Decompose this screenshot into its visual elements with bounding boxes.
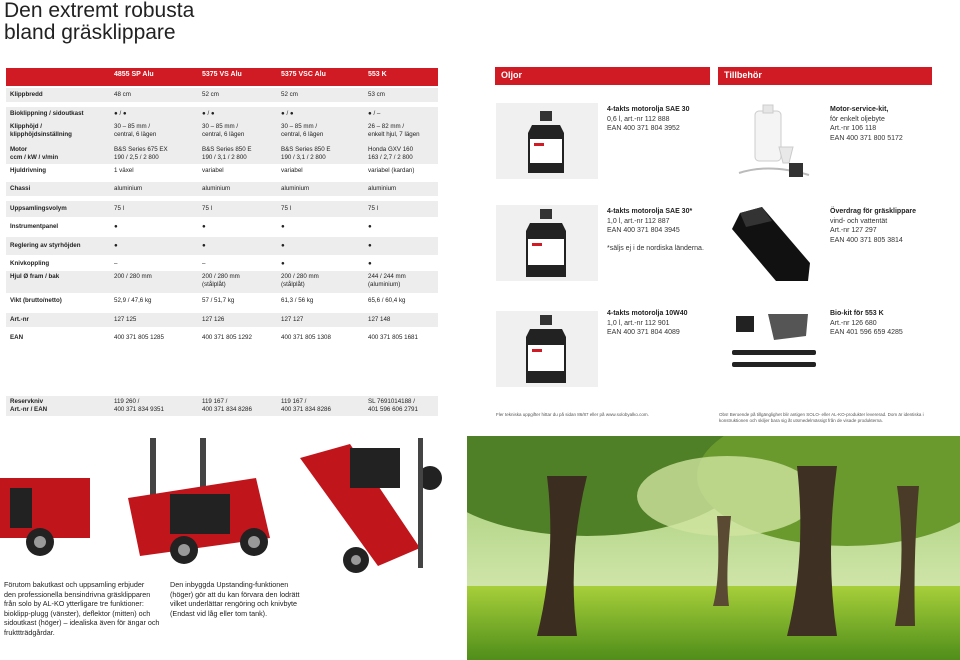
spec-value: – [202, 260, 206, 267]
spec-value: 30 – 85 mm / [114, 123, 151, 130]
caption-line: från solo by AL-KO ytterligare tre funktioner: [4, 599, 144, 608]
spec-value: 401 596 606 2791 [368, 406, 418, 413]
spec-value: 75 l [281, 205, 291, 212]
spec-row [6, 217, 438, 237]
product-oil-sae30-small [607, 105, 712, 134]
spec-value: Honda GXV 160 [368, 146, 414, 153]
oil-bottle-icon [496, 103, 598, 179]
oil-bottle-image [496, 205, 598, 281]
spec-label: Hjul Ø fram / bak [10, 273, 60, 280]
spec-label: EAN [10, 334, 24, 341]
spec-value: 190 / 2,5 / 2 800 [114, 154, 159, 161]
spec-row [6, 164, 438, 178]
model-4: 553 K [368, 71, 387, 78]
spec-value: aluminium [368, 185, 397, 192]
spec-value: central, 6 lägen [202, 131, 245, 138]
spec-value: ● [281, 260, 285, 267]
caption-line: sidoutkast (höger) – idealiska även för ängar och [4, 618, 160, 627]
spec-value: B&S Series 675 EX [114, 146, 168, 153]
spec-row [6, 396, 438, 416]
spec-value: 75 l [114, 205, 124, 212]
caption-line: Den inbyggda Upstanding-funktionen [170, 580, 289, 589]
product-line: EAN 400 371 805 3814 [830, 236, 903, 244]
spec-value: 52 cm [281, 91, 298, 98]
product-line: 0,6 l, art.-nr 112 888 [607, 115, 670, 123]
spec-value: ● [281, 223, 285, 230]
product-line: Art.-nr 126 680 [830, 319, 877, 327]
page-title [4, 0, 194, 44]
spec-value: 163 / 2,7 / 2 800 [368, 154, 413, 161]
caption-line: vilket underlättar rengöring och knivbyte [170, 599, 298, 608]
product-name: 4-takts motorolja SAE 30 [607, 106, 690, 113]
spec-row [6, 294, 438, 308]
spec-value: 127 126 [202, 316, 225, 323]
spec-label: Motor [10, 146, 28, 153]
product-oil-sae30-large [607, 207, 717, 253]
product-name: 4-takts motorolja 10W40 [607, 310, 688, 317]
spec-label: Bioklippning / sidoutkast [10, 110, 84, 117]
spec-label: Art.-nr / EAN [10, 406, 48, 413]
spec-row [6, 88, 438, 102]
spec-value: 190 / 3,1 / 2 800 [202, 154, 247, 161]
spec-value: – [114, 260, 118, 267]
mower-illustrations [0, 438, 460, 574]
spec-value: 200 / 280 mm [202, 273, 240, 280]
spec-value: ● [281, 242, 285, 249]
spec-value: ● [114, 242, 118, 249]
spec-value: (stålplåt) [281, 281, 305, 288]
spec-label: ccm / kW / v/min [10, 154, 59, 161]
spec-value: 400 371 805 1292 [202, 334, 252, 341]
spec-value: ● [202, 242, 206, 249]
spec-value: ● / – [368, 110, 381, 117]
model-3: 5375 VSC Alu [281, 71, 326, 78]
spec-label: klipphöjdsinställning [10, 131, 72, 138]
product-name: Bio-kit för 553 K [830, 310, 884, 317]
spec-value: 400 371 834 9351 [114, 406, 164, 413]
spec-label: Art.-nr [10, 316, 29, 323]
spec-value: 52,9 / 47,6 kg [114, 297, 152, 304]
product-name: 4-takts motorolja SAE 30* [607, 208, 693, 215]
spec-value: (stålplåt) [202, 281, 226, 288]
caption-line: frukttträdgårdar. [4, 627, 55, 637]
spec-value: central, 6 lägen [114, 131, 157, 138]
spec-value: 400 371 805 1308 [281, 334, 331, 341]
spec-value: 127 148 [368, 316, 391, 323]
spec-value: variabel (kardan) [368, 167, 415, 174]
spec-label: Knivkoppling [10, 260, 50, 267]
spec-value: 65,6 / 60,4 kg [368, 297, 406, 304]
spec-value: enkelt hjul, 7 lägen [368, 131, 420, 138]
service-kit-icon [719, 103, 819, 183]
spec-value: B&S Series 850 E [202, 146, 252, 153]
spec-value: central, 6 lägen [281, 131, 324, 138]
spec-row [6, 121, 438, 144]
spec-row [6, 144, 438, 164]
spec-value: ● [368, 223, 372, 230]
spec-value: 400 371 834 8286 [281, 406, 331, 413]
oil-bottle-image [496, 311, 598, 387]
spec-value: SL 7691014188 / [368, 398, 415, 405]
product-line: Art.-nr 106 118 [830, 125, 877, 132]
spec-value: 61,3 / 56 kg [281, 297, 314, 304]
model-2: 5375 VS Alu [202, 71, 242, 78]
spec-row [6, 271, 438, 293]
spec-value: ● / ● [114, 110, 127, 117]
product-line: EAN 401 596 659 4285 [830, 329, 903, 336]
spec-value: 53 cm [368, 91, 385, 98]
title-line-1: Den extremt robusta [4, 0, 195, 22]
title-line-2: bland gräsklippare [4, 21, 176, 44]
caption-upstanding [170, 580, 320, 618]
spec-value: 48 cm [114, 91, 131, 98]
spec-row [6, 182, 438, 196]
spec-row [6, 331, 438, 345]
spec-value: ● [368, 242, 372, 249]
spec-value: 127 125 [114, 316, 137, 323]
caption-line: (höger) gör att du kan förvara den lodrätt [170, 589, 300, 599]
spec-value: 400 371 834 8286 [202, 406, 252, 413]
product-name: Överdrag för gräsklippare [830, 208, 916, 215]
spec-value: 30 – 85 mm / [281, 123, 318, 130]
garden-trees-icon [467, 436, 960, 660]
product-line: 1,0 l, art.-nr 112 901 [607, 319, 670, 327]
product-bio-kit [830, 309, 940, 338]
tillbehor-header: Tillbehör [718, 67, 932, 85]
product-line: EAN 400 371 804 3952 [607, 125, 680, 132]
spec-value: 400 371 805 1681 [368, 334, 418, 341]
product-line: 1,0 l, art.-nr 112 887 [607, 217, 670, 225]
bio-kit-icon [728, 310, 820, 374]
spec-value: 119 167 / [281, 398, 307, 405]
product-mower-cover [830, 207, 940, 245]
mower-cover-icon [722, 205, 818, 283]
spec-value: ● / ● [202, 110, 215, 117]
product-oil-10w40 [607, 309, 717, 338]
garden-photo [467, 436, 960, 660]
oil-bottle-image [496, 103, 598, 179]
product-name: Motor-service-kit, [830, 106, 889, 113]
spec-value: (aluminium) [368, 281, 401, 288]
spec-value: aluminium [202, 185, 231, 192]
spec-value: 75 l [368, 205, 378, 212]
lawn-mower-icon [0, 438, 460, 574]
spec-value: 119 260 / [114, 398, 140, 405]
spec-row [6, 237, 438, 255]
spec-value: 200 / 280 mm [281, 273, 319, 280]
spec-value: 127 127 [281, 316, 304, 323]
spec-label: Uppsamlingsvolym [10, 205, 67, 212]
spec-value: 57 / 51,7 kg [202, 297, 235, 304]
spec-label: Reglering av styrhöjden [10, 242, 81, 249]
caption-functions [4, 580, 164, 637]
product-line: för enkelt oljebyte [830, 115, 885, 123]
spec-value: ● / ● [281, 110, 294, 117]
spec-row [6, 107, 438, 121]
spec-value: ● [114, 223, 118, 230]
spec-value: aluminium [114, 185, 143, 192]
product-line: Art.-nr 127 297 [830, 227, 877, 234]
spec-value: 400 371 805 1285 [114, 334, 164, 341]
spec-value: 52 cm [202, 91, 219, 98]
spec-row [6, 313, 438, 327]
spec-label: Chassi [10, 185, 31, 192]
spec-value: 26 – 82 mm / [368, 123, 405, 130]
note-more-info: Fler tekniska uppgifter hittar du på sidan 86/87 eller på www.solobyalko.com. [496, 412, 649, 417]
spec-row [6, 257, 438, 271]
spec-label: Hjuldrivning [10, 167, 47, 174]
caption-line: Förutom bakutkast och uppsamling erbjuder [4, 580, 145, 589]
spec-value: B&S Series 850 E [281, 146, 331, 153]
spec-label: Reservkniv [10, 398, 44, 405]
spec-row [6, 201, 438, 217]
product-line: EAN 400 371 804 4089 [607, 329, 680, 336]
model-1: 4855 SP Alu [114, 71, 154, 78]
spec-value: 30 – 85 mm / [202, 123, 239, 130]
spec-value: variabel [202, 167, 224, 174]
caption-line: (Endast vid låg eller tom tank). [170, 608, 268, 618]
spec-value: 200 / 280 mm [114, 273, 152, 280]
bio-kit-image [728, 310, 820, 374]
mower-cover-image [722, 205, 818, 283]
product-footnote: *säljs ej i de nordiska länderna. [607, 244, 704, 252]
caption-line: den professionella bensindrivna gräsklipparen [4, 589, 151, 599]
service-kit-image [719, 103, 819, 183]
caption-line: bioklipp-plugg (vänster), deflektor (mitten) och [4, 608, 151, 618]
spec-value: aluminium [281, 185, 310, 192]
model-header-bar [6, 68, 438, 86]
product-line: EAN 400 371 804 3945 [607, 227, 680, 234]
spec-label: Vikt (brutto/netto) [10, 297, 62, 304]
spec-value: 244 / 244 mm [368, 273, 406, 280]
spec-label: Instrumentpanel [10, 223, 59, 230]
spec-value: 75 l [202, 205, 212, 212]
spec-value: 190 / 3,1 / 2 800 [281, 154, 326, 161]
product-line: vind- och vattentät [830, 217, 888, 225]
spec-label: Klipphöjd / [10, 123, 42, 130]
note-availability: Obs! Beroende på tillgänglighet blir antigen SOLO- eller AL-KO-produkter levererad. Dom är identiska i konstruktionen och skiljer bara sig åt utsmedelmässigt från de visade produkterna. [719, 412, 924, 423]
oil-bottle-icon [496, 311, 598, 387]
oil-bottle-icon [496, 205, 598, 281]
spec-value: variabel [281, 167, 303, 174]
spec-value: ● [202, 223, 206, 230]
product-service-kit [830, 105, 935, 143]
product-line: EAN 400 371 800 5172 [830, 134, 903, 142]
spec-label: Klippbredd [10, 91, 43, 98]
spec-value: 1 växel [114, 167, 134, 174]
oljor-header: Oljor [495, 67, 710, 85]
spec-value: ● [368, 260, 372, 267]
spec-value: 119 167 / [202, 398, 228, 405]
